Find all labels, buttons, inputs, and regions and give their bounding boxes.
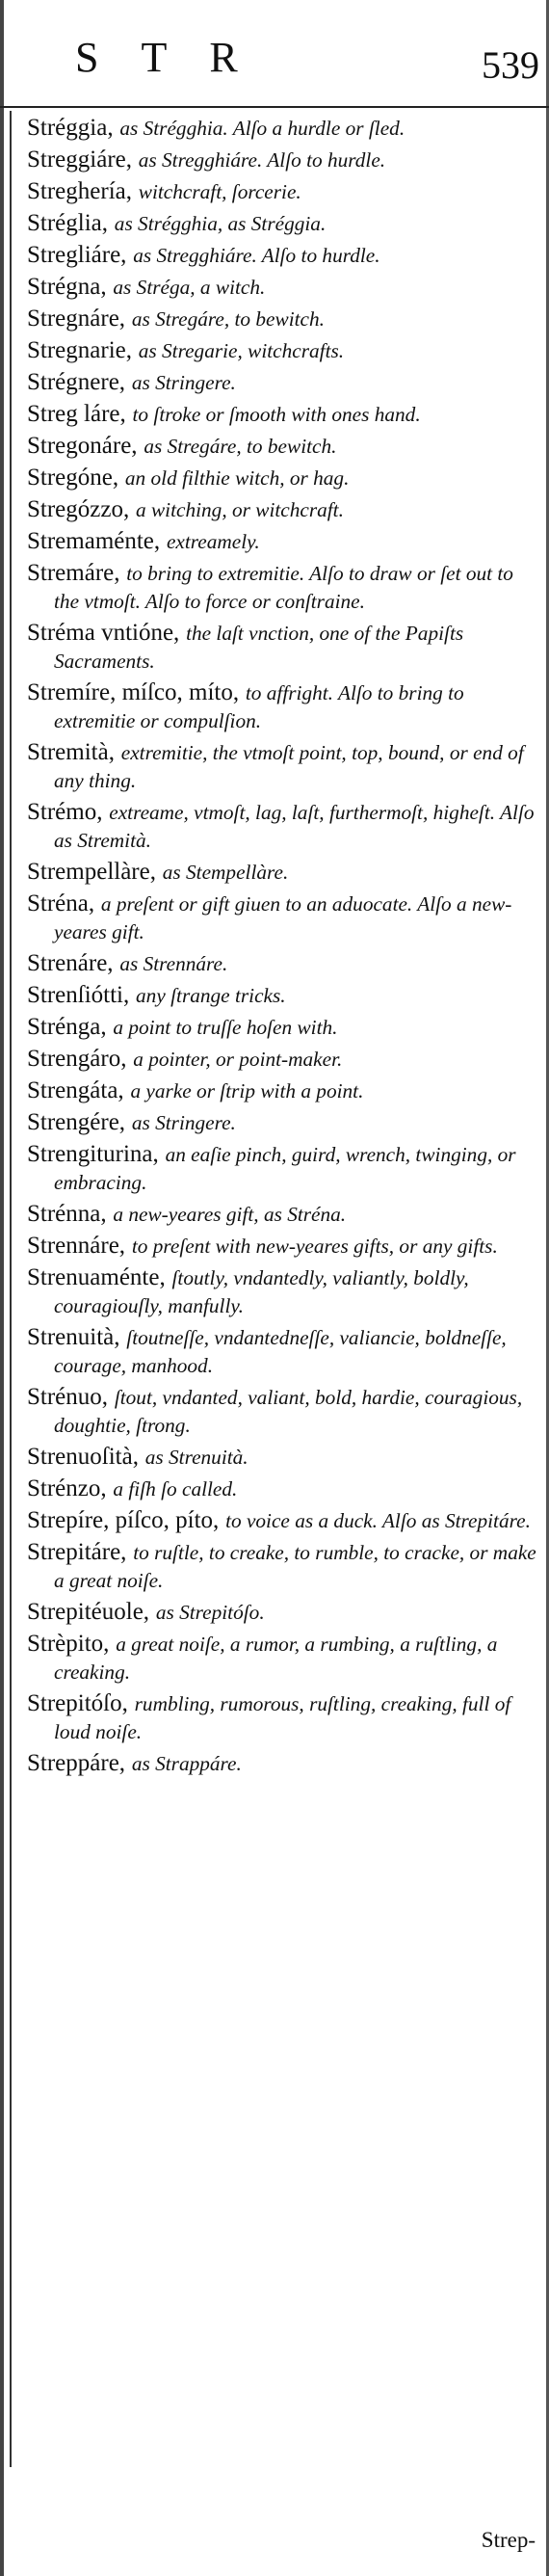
entry-headword: Stremáre, xyxy=(27,560,120,586)
entry-headword: Stremaménte, xyxy=(27,528,161,554)
entry-definition: a pointer, or point-maker. xyxy=(133,1048,343,1071)
dictionary-entry xyxy=(27,1076,539,1105)
entry-headword: Strepitéuole, xyxy=(27,1599,150,1625)
dictionary-entry xyxy=(27,368,539,397)
entry-definition: as Strepitóſo. xyxy=(155,1601,265,1624)
dictionary-entry xyxy=(27,678,539,735)
dictionary-entry xyxy=(27,619,539,676)
entry-headword: Strengiturina, xyxy=(27,1141,159,1167)
entry-headword: Stregózzo, xyxy=(27,496,130,522)
entry-definition: as Strennáre. xyxy=(119,952,228,975)
entry-headword: Stregnarie, xyxy=(27,337,132,363)
dictionary-entry xyxy=(27,1383,539,1440)
dictionary-entry xyxy=(27,400,539,429)
dictionary-entry xyxy=(27,1538,539,1595)
entry-headword: Stremità, xyxy=(27,739,115,765)
dictionary-entry xyxy=(27,858,539,887)
dictionary-entry xyxy=(27,738,539,795)
running-head: STR xyxy=(75,34,280,81)
entry-definition: a preſent or gift giuen to an aduocate. Alſo a new-yeares gift. xyxy=(54,892,512,943)
dictionary-entry xyxy=(27,209,539,238)
dictionary-entry xyxy=(27,1749,539,1778)
dictionary-entry xyxy=(27,1200,539,1229)
entry-headword: Strengáta, xyxy=(27,1077,124,1103)
entry-headword: Strégnere, xyxy=(27,369,126,395)
entry-headword: Stregliáre, xyxy=(27,242,127,268)
entry-headword: Stregnáre, xyxy=(27,305,126,332)
entry-headword: Strepitáre, xyxy=(27,1539,127,1565)
entry-headword: Strenſiótti, xyxy=(27,982,130,1008)
entry-definition: a great noiſe, a rumor, a rumbing, a ruſtling, a creaking. xyxy=(54,1633,498,1684)
catchword: Strep- xyxy=(481,2528,536,2552)
page-edge-left xyxy=(0,0,4,2576)
entry-definition: an eaſie pinch, guird, wrench, twinging, or embracing. xyxy=(54,1143,516,1194)
dictionary-entry xyxy=(27,1474,539,1503)
entry-definition: as Strégghia. Alſo a hurdle or ſled. xyxy=(119,117,405,140)
dictionary-entry xyxy=(27,241,539,270)
dictionary-entry xyxy=(27,273,539,302)
entry-definition: as Stregáre, to bewitch. xyxy=(131,307,325,331)
entry-headword: Stréglia, xyxy=(27,210,109,236)
entry-headword: Strèpito, xyxy=(27,1631,110,1657)
entry-headword: Strénzo, xyxy=(27,1475,107,1501)
entry-headword: Strennáre, xyxy=(27,1233,126,1259)
entry-list xyxy=(27,114,539,1781)
entry-definition: an old filthie witch, or hag. xyxy=(124,466,350,490)
dictionary-entry xyxy=(27,495,539,524)
entry-definition: to bring to extremitie. Alſo to draw or ſet out to the vtmoſt. Alſo to force or conſtraine. xyxy=(54,562,513,613)
entry-definition: extremitie, the vtmoſt point, top, bound, or end of any thing. xyxy=(54,741,524,792)
entry-definition: a fiſh ſo called. xyxy=(113,1477,238,1500)
entry-definition: ſtoutly, vndantedly, valiantly, boldly, couragiouſly, manfully. xyxy=(54,1266,469,1317)
dictionary-entry xyxy=(27,1506,539,1535)
entry-headword: Strengére, xyxy=(27,1109,126,1135)
dictionary-entry xyxy=(27,177,539,206)
entry-headword: Strenuaménte, xyxy=(27,1264,166,1290)
entry-definition: as Stregarie, witchcrafts. xyxy=(138,339,345,362)
entry-headword: Stregonáre, xyxy=(27,433,138,459)
entry-headword: Strémo, xyxy=(27,799,103,825)
entry-definition: as Strégghia, as Stréggia. xyxy=(114,212,327,235)
dictionary-entry xyxy=(27,798,539,855)
dictionary-entry xyxy=(27,432,539,461)
entry-definition: to voice as a duck. Alſo as Strepitáre. xyxy=(225,1509,531,1532)
entry-definition: as Stringere. xyxy=(131,371,236,394)
entry-definition: extreame, vtmoſt, lag, laſt, furthermoſt, higheſt. Alſo as Stremità. xyxy=(54,801,535,852)
dictionary-entry xyxy=(27,1013,539,1042)
entry-definition: as Stréga, a witch. xyxy=(113,276,266,299)
dictionary-entry xyxy=(27,1443,539,1472)
dictionary-entry xyxy=(27,1045,539,1074)
dictionary-entry xyxy=(27,1108,539,1137)
entry-headword: Streggiáre, xyxy=(27,146,132,173)
entry-definition: a point to truſſe hoſen with. xyxy=(113,1016,338,1039)
entry-headword: Stremíre, míſco, míto, xyxy=(27,679,240,705)
entry-definition: as Strappáre. xyxy=(131,1752,242,1775)
dictionary-entry xyxy=(27,949,539,978)
entry-definition: to preſent with new-yeares gifts, or any gifts. xyxy=(131,1235,498,1258)
dictionary-entry xyxy=(27,559,539,616)
entry-definition: a witching, or witchcraft. xyxy=(136,498,344,521)
entry-definition: as Stregghiáre. Alſo to hurdle. xyxy=(133,244,380,267)
dictionary-entry xyxy=(27,1689,539,1746)
dictionary-entry xyxy=(27,336,539,365)
entry-definition: as Stempellàre. xyxy=(162,861,289,884)
column-rule xyxy=(10,111,12,2467)
entry-headword: Strénuo, xyxy=(27,1384,109,1410)
dictionary-entry xyxy=(27,1232,539,1261)
entry-headword: Strégna, xyxy=(27,274,107,300)
entry-definition: a yarke or ſtrip with a point. xyxy=(130,1079,364,1102)
dictionary-entry xyxy=(27,981,539,1010)
entry-definition: ſtout, vndanted, valiant, bold, hardie, couragious, doughtie, ſtrong. xyxy=(54,1386,523,1437)
page-header xyxy=(0,29,549,87)
dictionary-entry xyxy=(27,890,539,946)
entry-definition: ſtoutneſſe, vndantedneſſe, valiancie, boldneſſe, courage, manhood. xyxy=(54,1326,507,1377)
entry-definition: as Stregáre, to bewitch. xyxy=(144,435,337,458)
entry-definition: as Stregghiáre. Alſo to hurdle. xyxy=(138,148,386,172)
entry-definition: rumbling, rumorous, ruſtling, creaking, full of loud noiſe. xyxy=(54,1692,511,1743)
entry-headword: Strénna, xyxy=(27,1201,107,1227)
entry-definition: the laſt vnction, one of the Papiſts Sacraments. xyxy=(54,622,464,673)
entry-definition: a new-yeares gift, as Stréna. xyxy=(113,1203,347,1226)
header-rule xyxy=(0,106,549,108)
entry-definition: witchcraft, ſorcerie. xyxy=(138,180,301,203)
dictionary-entry xyxy=(27,527,539,556)
entry-headword: Strenuità, xyxy=(27,1324,120,1350)
dictionary-entry xyxy=(27,305,539,333)
dictionary-entry xyxy=(27,114,539,143)
entry-headword: Stregóne, xyxy=(27,465,119,491)
dictionary-entry xyxy=(27,1140,539,1197)
dictionary-entry xyxy=(27,1630,539,1686)
entry-headword: Streppáre, xyxy=(27,1750,126,1776)
entry-headword: Strepíre, píſco, píto, xyxy=(27,1507,220,1533)
entry-headword: Strengáro, xyxy=(27,1046,127,1072)
entry-headword: Streghería, xyxy=(27,178,132,204)
dictionary-entry xyxy=(27,1263,539,1320)
entry-headword: Stréma vntióne, xyxy=(27,620,180,646)
entry-definition: to ſtroke or ſmooth with ones hand. xyxy=(132,403,421,426)
entry-definition: to ruſtle, to creake, to rumble, to cracke, or make a great noiſe. xyxy=(54,1541,536,1592)
entry-definition: extreamely. xyxy=(166,530,260,553)
entry-definition: as Stringere. xyxy=(131,1111,236,1134)
entry-headword: Stréna, xyxy=(27,890,95,916)
entry-headword: Strempellàre, xyxy=(27,859,156,885)
entry-definition: as Strenuità. xyxy=(144,1446,248,1469)
entry-headword: Streg láre, xyxy=(27,401,126,427)
dictionary-entry xyxy=(27,1598,539,1627)
dictionary-entry xyxy=(27,464,539,492)
entry-definition: any ſtrange tricks. xyxy=(136,984,286,1007)
entry-headword: Stréggia, xyxy=(27,115,114,141)
entry-headword: Strenáre, xyxy=(27,950,114,976)
entry-headword: Strénga, xyxy=(27,1014,107,1040)
page-number: 539 xyxy=(482,43,539,87)
dictionary-entry xyxy=(27,146,539,174)
dictionary-entry xyxy=(27,1323,539,1380)
entry-headword: Strepitóſo, xyxy=(27,1690,128,1716)
entry-definition: to affright. Alſo to bring to extremitie or compulſion. xyxy=(54,681,464,732)
entry-headword: Strenuoſità, xyxy=(27,1444,139,1470)
